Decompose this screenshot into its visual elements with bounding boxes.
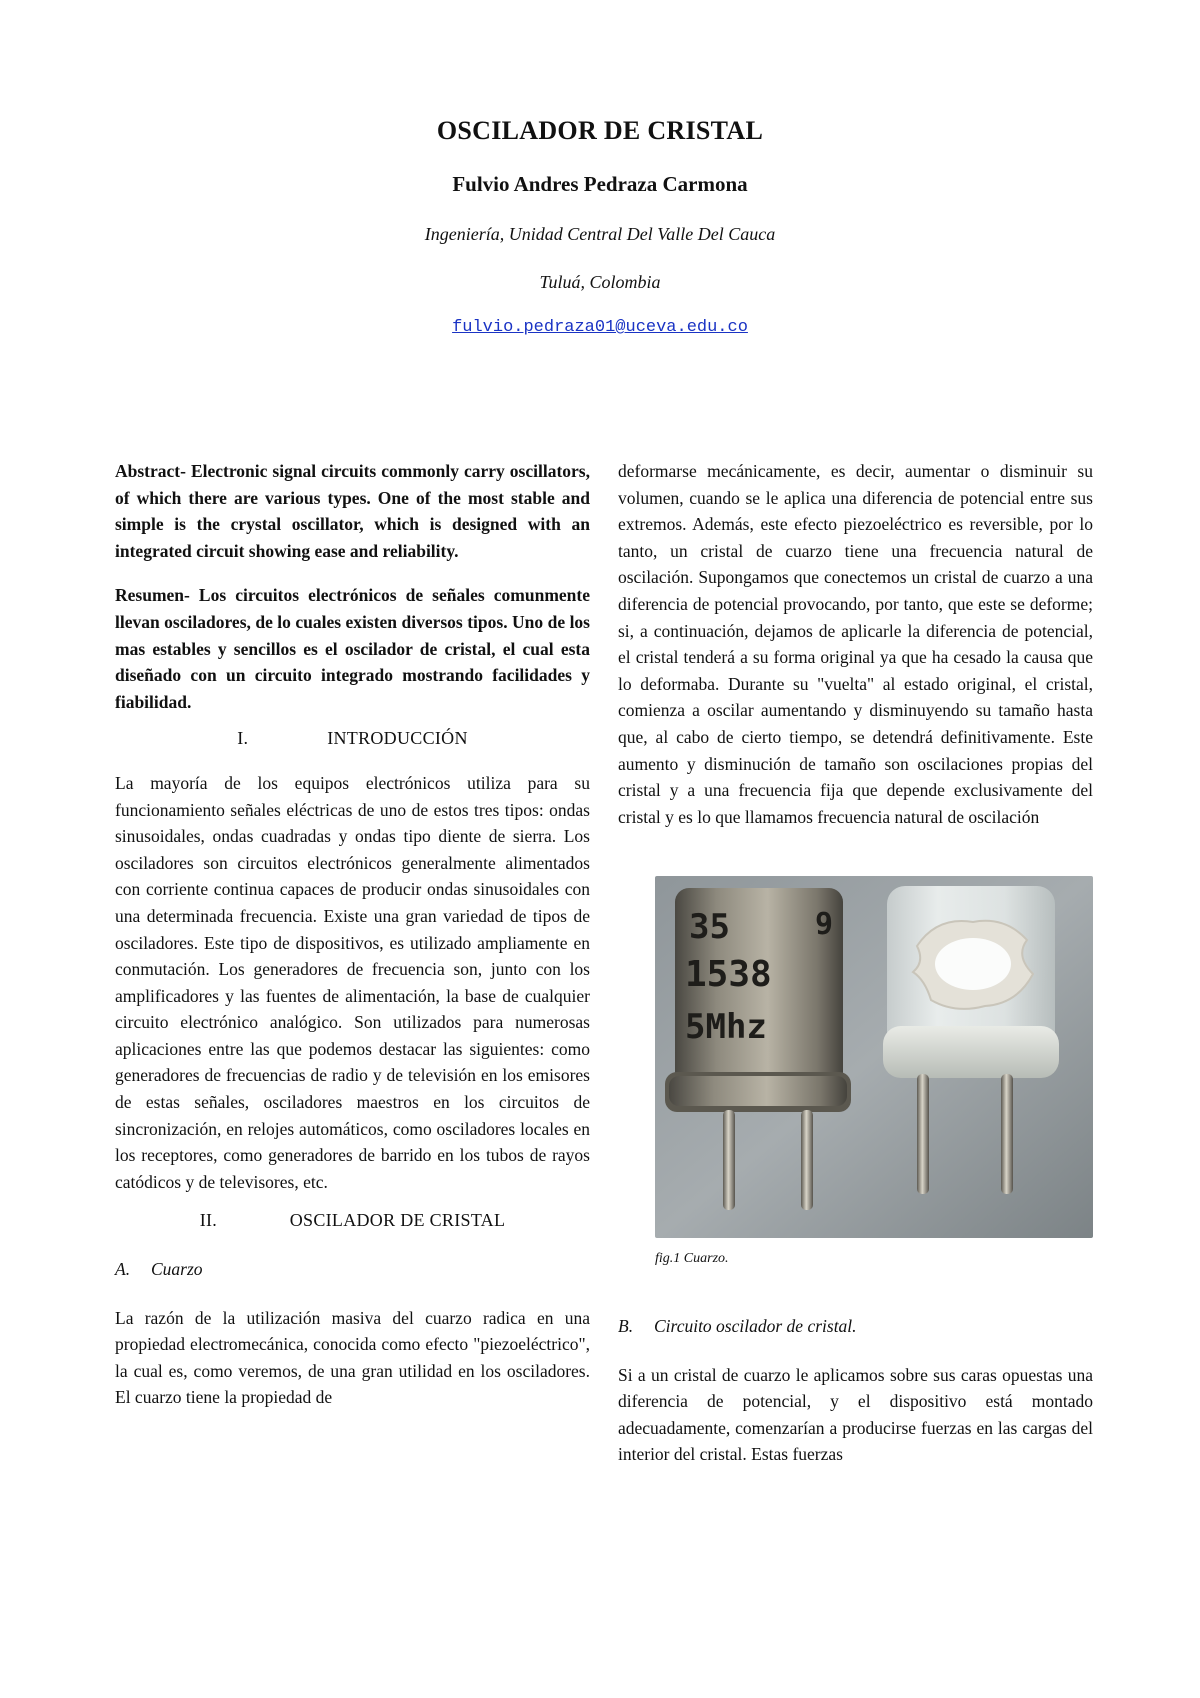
author-email-link[interactable]: fulvio.pedraza01@uceva.edu.co — [452, 318, 748, 337]
section-heading-oscilador — [115, 1207, 590, 1234]
resumen-paragraph: Resumen- Los circuitos electrónicos de señales comunmente llevan osciladores, de lo cuales existen diversos tipos. Uno de los mas estables y sencillos es el oscilador de cristal, el cual esta diseñado con un circuito integrado mostrando facilidades y fiabilidad. — [115, 585, 590, 712]
subsection-heading-circuito — [618, 1313, 1093, 1340]
svg-text:9: 9 — [815, 907, 834, 943]
crystal-marking-text: 35 — [689, 907, 730, 948]
abstract-paragraph: Abstract- Electronic signal circuits commonly carry oscillators, of which there are various types. One of the most stable and simple is the crystal oscillator, which is designed with an integrated circuit showing ease and reliability. — [115, 461, 590, 561]
section-number: II. — [199, 1210, 218, 1231]
intro-paragraph: La mayoría de los equipos electrónicos utiliza para su funcionamiento señales eléctricas de uno de estos tres tipos: ondas sinusoidales, ondas cuadradas y ondas tipo diente de sierra. Los osciladores son circuitos electrónicos generalmente alimentados con corriente continua capaces de producir ondas sinusoidales con una determinada frecuencia. Existe una gran variedad de tipos de osciladores. Este tipo de dispositivos, es utilizado ampliamente en conmutación. Los generadores de frecuencia son, junto con los amplificadores y las fuentes de alimentación, la base de cualquier circuito electrónico analógico. Son utilizados para numerosas aplicaciones entre las que podemos destacar las siguientes: como generadores de frecuencias de radio y de televisión en los emisores de estas señales, osciladores maestros en los circuitos de sincronización, en relojes automáticos, como osciladores locales en los receptores, como generadores de barrido en los tubos de rayos catódicos y de televisores, etc. — [115, 772, 590, 1192]
author-name: Fulvio Andres Pedraza Carmona — [452, 172, 748, 196]
crystal-marking-text: 5Mhz — [685, 1007, 767, 1048]
subsection-letter: A. — [115, 1259, 131, 1280]
quartz-crystal-photo — [655, 876, 1093, 1238]
figure-caption: fig.1 Cuarzo. — [655, 1251, 729, 1267]
author-affiliation: Ingeniería, Unidad Central Del Valle Del Cauca — [424, 224, 776, 244]
section-heading-introduccion — [115, 725, 590, 752]
cuarzo-paragraph: La razón de la utilización masiva del cuarzo radica en una propiedad electromecánica, conocida como efecto "piezoeléctrico", la cual es, como veremos, de una gran utilidad en los osciladores. El cuarzo tiene la propiedad de — [115, 1307, 590, 1408]
subsection-title: Circuito oscilador de cristal. — [654, 1315, 857, 1336]
quartz-crystal-figure — [655, 876, 1093, 1238]
left-column — [115, 458, 590, 1415]
section-title: INTRODUCCIÓN — [327, 728, 468, 749]
subsection-letter: B. — [618, 1315, 634, 1336]
cuarzo-continued-paragraph: deformarse mecánicamente, es decir, aumentar o disminuir su volumen, cuando se le aplica una diferencia de potencial entre sus extremos. Además, este efecto piezoeléctrico es reversible, por lo tanto, un cristal de cuarzo tiene una frecuencia natural de oscilación. Supongamos que conectemos un cristal de cuarzo a una diferencia de potencial provocando, por tanto, que este se deforme; si, a continuación, dejamos de aplicarle la diferencia de potencial, el cristal tenderá a su forma original ya que ha cesado la causa que lo deformaba. Durante su "vuelta" al estado original, el cristal, comienza a oscilar aumentando y disminuyendo su tamaño hasta que, al cabo de cierto tiempo, se detendrá definitivamente. Este aumento y disminución de tamaño son oscilaciones propias del cristal y a una frecuencia fija que depende exclusivamente del cristal y es lo que llamamos frecuencia natural de oscilación — [618, 461, 1093, 827]
circuito-paragraph: Si a un cristal de cuarzo le aplicamos sobre sus caras opuestas una diferencia de potencial, y el dispositivo está montado adecuadamente, comenzarían a producirse fuerzas en las cargas del interior del cristal. Estas fuerzas — [618, 1364, 1093, 1465]
author-city: Tuluá, Colombia — [539, 272, 661, 292]
section-number: I. — [237, 728, 249, 749]
subsection-heading-cuarzo — [115, 1256, 590, 1283]
right-column — [618, 458, 1093, 1472]
section-title: OSCILADOR DE CRISTAL — [289, 1210, 506, 1231]
crystal-marking-text: 1538 — [685, 954, 772, 996]
subsection-title: Cuarzo — [151, 1259, 203, 1280]
paper-title: OSCILADOR DE CRISTAL — [436, 116, 764, 145]
